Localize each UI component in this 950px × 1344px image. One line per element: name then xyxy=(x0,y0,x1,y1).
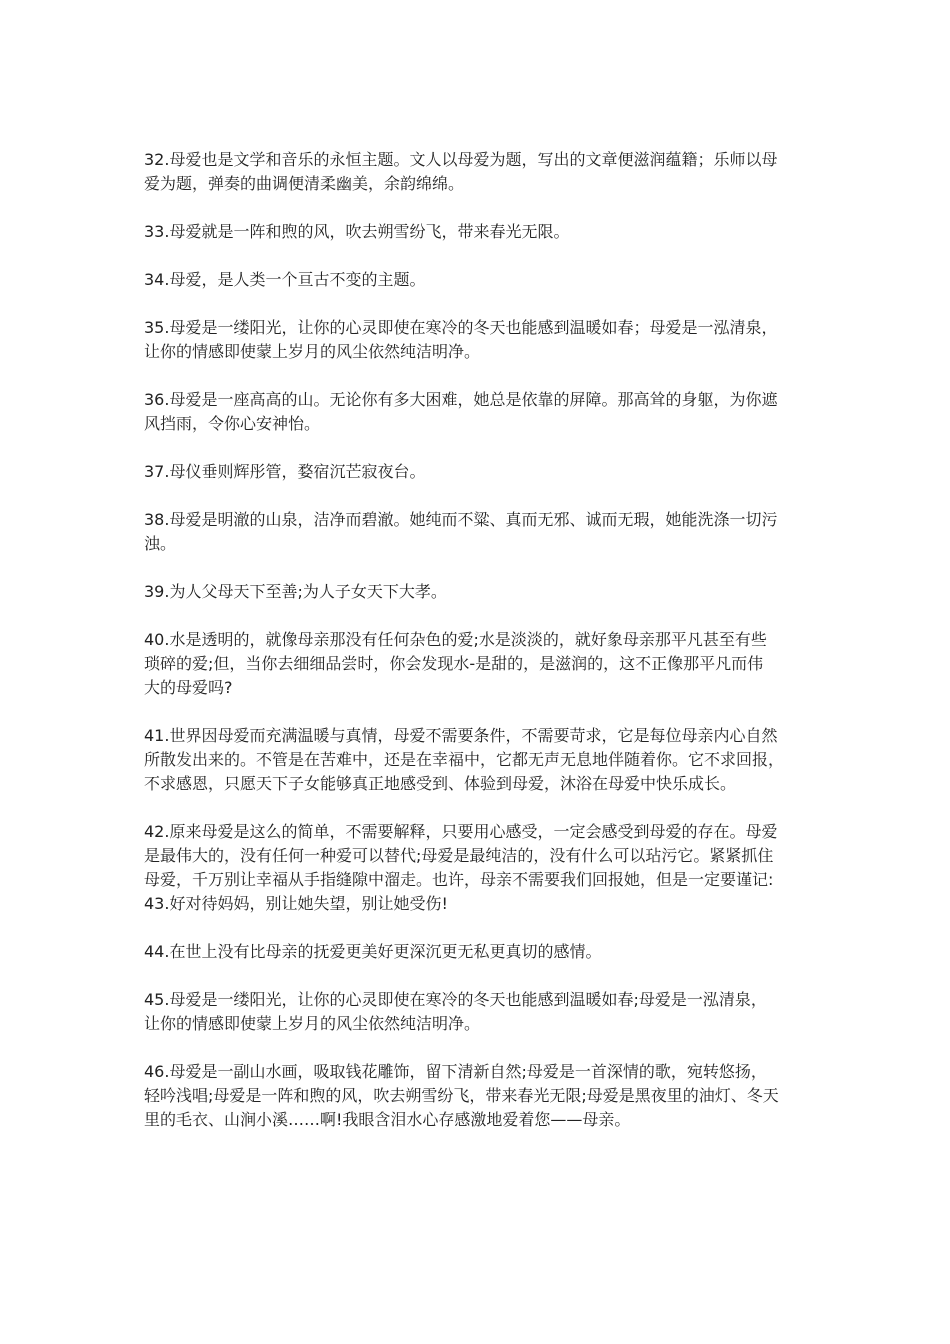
paragraph-32: 32.母爱也是文学和音乐的永恒主题。文人以母爱为题，写出的文章便滋润蕴籍；乐师以母 爱为题，弹奏的曲调便清柔幽美，余韵绵绵。 xyxy=(144,150,778,193)
paragraph-46: 46.母爱是一副山水画，吸取钱花雕饰，留下清新自然;母爱是一首深情的歌，宛转悠扬， 轻吟浅唱;母爱是一阵和煦的风，吹去朔雪纷飞，带来春光无限;母爱是黑夜里的油灯、冬天 里的毛衣、山涧小溪……啊!我眼含泪水心存感激地爱着您——母亲。 xyxy=(144,1062,779,1129)
paragraph-33: 33.母爱就是一阵和煦的风，吹去朔雪纷飞，带来春光无限。 xyxy=(144,222,570,241)
paragraph-36: 36.母爱是一座高高的山。无论你有多大困难，她总是依靠的屏障。那高耸的身躯，为你遮 风挡雨，令你心安神怡。 xyxy=(144,390,778,433)
paragraph-41: 41.世界因母爱而充满温暖与真情，母爱不需要条件，不需要苛求，它是每位母亲内心自然 所散发出来的。不管是在苦难中，还是在幸福中，它都无声无息地伴随着你。它不求回报， 不求感恩，只愿天下子女能够真正地感受到、体验到母爱，沐浴在母爱中快乐成长。 xyxy=(144,726,785,793)
paragraph-38: 38.母爱是明澈的山泉，洁净而碧澈。她纯而不粱、真而无邪、诚而无瑕，她能洗涤一切污 浊。 xyxy=(144,510,778,553)
paragraph-44: 44.在世上没有比母亲的抚爱更美好更深沉更无私更真切的感情。 xyxy=(144,942,602,961)
paragraph-35: 35.母爱是一缕阳光，让你的心灵即使在寒冷的冬天也能感到温暖如春；母爱是一泓清泉， 让你的情感即使蒙上岁月的风尘依然纯洁明净。 xyxy=(144,318,778,361)
paragraph-45: 45.母爱是一缕阳光，让你的心灵即使在寒冷的冬天也能感到温暖如春;母爱是一泓清泉， 让你的情感即使蒙上岁月的风尘依然纯洁明净。 xyxy=(144,990,767,1033)
paragraph-34: 34.母爱，是人类一个亘古不变的主题。 xyxy=(144,270,426,289)
paragraph-37: 37.母仪垂则辉彤管，婺宿沉芒寂夜台。 xyxy=(144,462,426,481)
paragraph-40: 40.水是透明的，就像母亲那没有任何杂色的爱;水是淡淡的，就好象母亲那平凡甚至有些 琐碎的爱;但，当你去细细品尝时，你会发现水-是甜的，是滋润的，这不正像那平凡而伟 大的母爱吗? xyxy=(144,630,767,697)
document-body xyxy=(144,148,812,1156)
paragraph-42-43: 42.原来母爱是这么的简单，不需要解释，只要用心感受，一定会感受到母爱的存在。母爱 是最伟大的，没有任何一种爱可以替代;母爱是最纯洁的，没有什么可以玷污它。紧紧抓住 母爱，千万别让幸福从手指缝隙中溜走。也许，母亲不需要我们回报她，但是一定要谨记: 43.好对待妈妈，别让她失望，别让她受伤! xyxy=(144,822,778,913)
paragraph-39: 39.为人父母天下至善;为人子女天下大孝。 xyxy=(144,582,447,601)
